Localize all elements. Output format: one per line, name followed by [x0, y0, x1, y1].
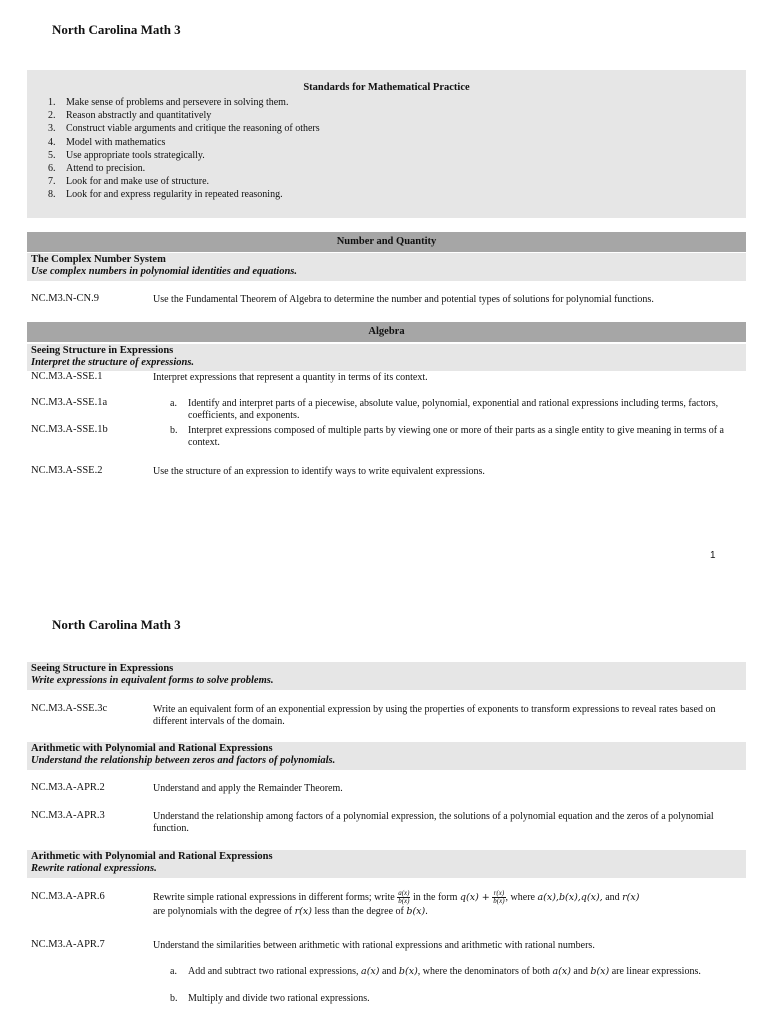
standard-description: Use the structure of an expression to identify ways to write equivalent expressions.	[153, 466, 485, 477]
standard-code: NC.M3.A-SSE.2	[31, 465, 103, 476]
section-heading: The Complex Number System	[31, 254, 166, 265]
section-subheading: Write expressions in equivalent forms to solve problems.	[31, 675, 274, 686]
standard-code: NC.M3.A-SSE.1b	[31, 424, 108, 435]
fraction-r-over-b: $\frac{r(x)}{b(x)}$	[493, 889, 505, 905]
standard-description	[153, 890, 743, 918]
sse-section	[27, 662, 746, 690]
apr-section-rational	[27, 850, 746, 878]
standard-code: NC.M3.A-SSE.1a	[31, 397, 108, 408]
sub-standard: b. Multiply and divide two rational expressions.	[170, 993, 370, 1004]
section-heading: Arithmetic with Polynomial and Rational Expressions	[31, 851, 273, 862]
section-subheading: Interpret the structure of expressions.	[31, 357, 195, 368]
section-subheading: Rewrite rational expressions.	[31, 863, 157, 874]
standard-description: Understand the similarities between arithmetic with rational expressions and arithmetic with rational numbers.	[153, 940, 595, 951]
list-item: 3. Construct viable arguments and critique the reasoning of others	[48, 123, 320, 135]
standard-code: NC.M3.A-SSE.3c	[31, 703, 108, 714]
list-item: 4. Model with mathematics	[48, 136, 166, 148]
standard-description: Understand and apply the Remainder Theorem.	[153, 783, 343, 794]
standard-code: NC.M3.A-SSE.1	[31, 371, 103, 382]
standard-code: NC.M3.N-CN.9	[31, 293, 99, 304]
section-subheading: Use complex numbers in polynomial identities and equations.	[31, 266, 298, 277]
number-quantity-bar: Number and Quantity	[27, 232, 746, 252]
practice-list	[48, 96, 320, 202]
sub-standard: a. Add and subtract two rational expressions, a(x) and b(x), where the denominators of both a(x) and b(x) are linear expressions.	[170, 966, 701, 977]
list-item: 5. Use appropriate tools strategically.	[48, 149, 205, 161]
practice-title: Standards for Mathematical Practice	[303, 82, 470, 93]
standard-description: Interpret expressions that represent a quantity in terms of its context.	[153, 372, 428, 383]
section-heading: Arithmetic with Polynomial and Rational Expressions	[31, 743, 273, 754]
sub-standard: b. Interpret expressions composed of multiple parts by viewing one or more of their parts as a single entity to give meaning in terms of a context.	[170, 425, 724, 448]
list-item: 2. Reason abstractly and quantitatively	[48, 110, 212, 122]
fraction-a-over-b: $\frac{a(x)}{b(x)}$	[398, 889, 410, 905]
section-heading: Seeing Structure in Expressions	[31, 663, 174, 674]
list-item: 8. Look for and express regularity in repeated reasoning.	[48, 189, 283, 201]
standard-code: NC.M3.A-APR.2	[31, 782, 105, 793]
apr6-line2: are polynomials with the degree of r(x) less than the degree of b(x).	[153, 906, 428, 917]
complex-number-section	[27, 253, 746, 281]
list-item: 6. Attend to precision.	[48, 163, 146, 175]
standard-description: Use the Fundamental Theorem of Algebra to determine the number and potential types of solutions for polynomial functions.	[153, 294, 654, 305]
standard-code: NC.M3.A-APR.6	[31, 891, 105, 902]
algebra-bar: Algebra	[27, 322, 746, 342]
apr6-line1: Rewrite simple rational expressions in different forms; write $\frac{a(x)}{b(x)}$ in the form q(x) + $\frac{r(x)}{b(x)}$ , where a(x),b(x),q(x), and r(x)	[153, 889, 640, 905]
standard-code: NC.M3.A-APR.3	[31, 810, 105, 821]
standard-code: NC.M3.A-APR.7	[31, 939, 105, 950]
standard-description: Write an equivalent form of an exponential expression by using the properties of exponents to transform expressions to reveal rates based on different intervals of the domain.	[153, 704, 716, 727]
section-heading: Seeing Structure in Expressions	[31, 345, 174, 356]
sse-section	[27, 344, 746, 371]
standard-description: Understand the relationship among factors of a polynomial expression, the solutions of a polynomial equation and the zeros of a polynomial function.	[153, 811, 714, 834]
page-header: North Carolina Math 3	[52, 22, 181, 37]
page-number: 1	[710, 550, 716, 561]
apr-section	[27, 742, 746, 770]
page-header: North Carolina Math 3	[52, 617, 181, 632]
list-item: 1. Make sense of problems and persevere in solving them.	[48, 97, 289, 108]
sub-standard: a. Identify and interpret parts of a piecewise, absolute value, polynomial, exponential and rational expressions including terms, factors, coefficients, and exponents.	[170, 398, 719, 421]
section-subheading: Understand the relationship between zeros and factors of polynomials.	[31, 755, 336, 766]
list-item: 7. Look for and make use of structure.	[48, 176, 210, 188]
